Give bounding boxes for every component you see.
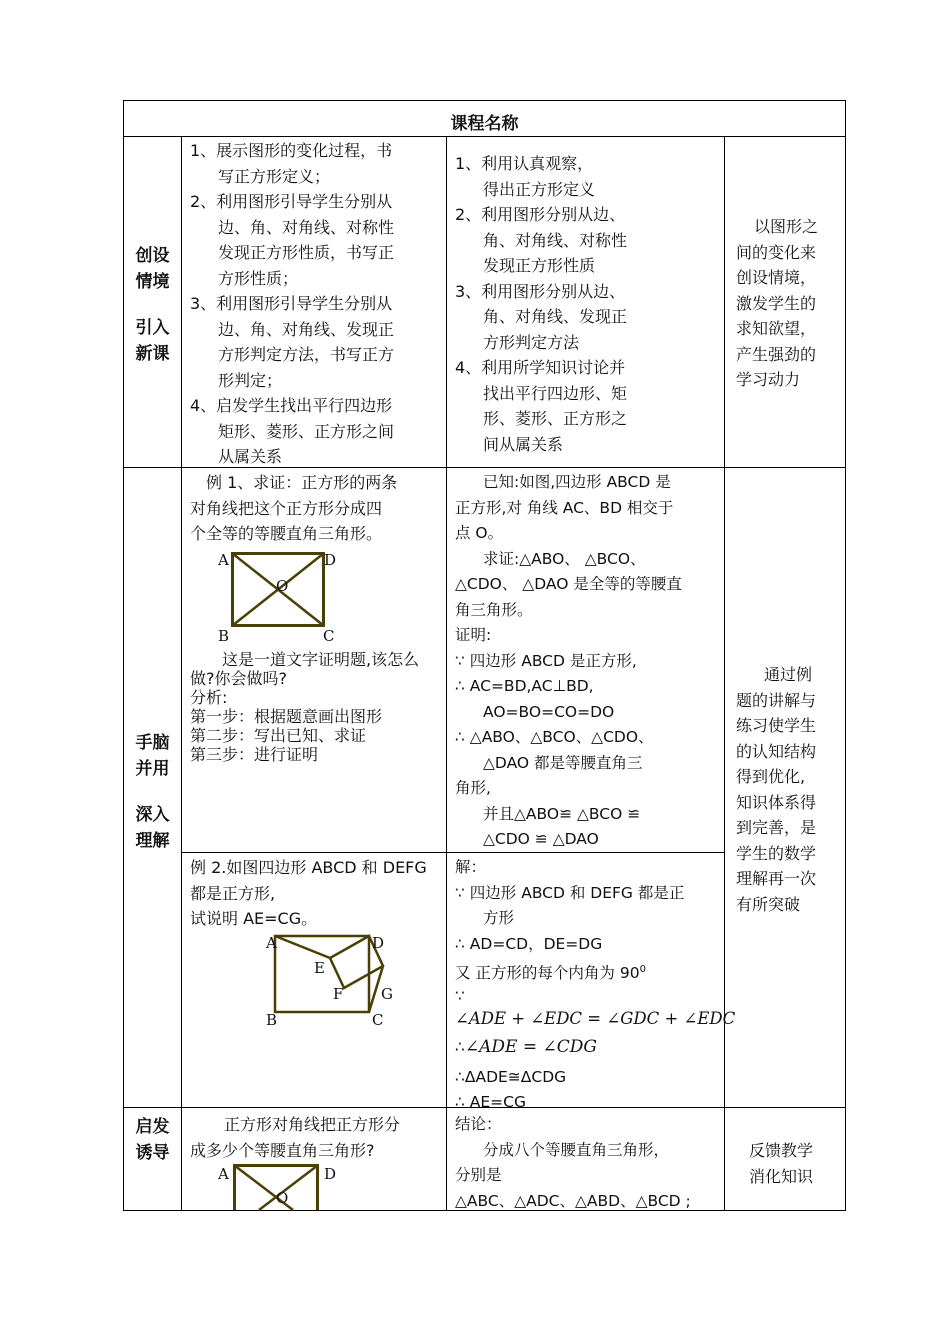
text-line: 学生的数学 — [736, 843, 817, 863]
text-line: 正方形,对 角线 AC、BD 相交于 — [455, 498, 674, 517]
grid-line — [446, 136, 447, 1211]
stage-line: 手脑 — [135, 733, 170, 753]
vertex-label-b: B — [218, 627, 230, 645]
text-line: 分别是 — [455, 1166, 502, 1184]
text-line: 方形 — [483, 909, 515, 927]
text-line: 理解再一次 — [736, 869, 817, 888]
grid-line — [181, 136, 182, 1211]
text-line: 发现正方形性质，书写正 — [218, 243, 395, 262]
text-line — [455, 1033, 735, 1061]
text-line: 个全等的等腰直角三角形。 — [190, 524, 383, 543]
text-line: 边、角、对角线、对称性 — [218, 217, 395, 237]
text-line: 第一步：根据题意画出图形 — [190, 707, 383, 726]
text-line: ∴ AE=CG — [455, 1093, 527, 1112]
vertex-label-c: C — [372, 1011, 384, 1029]
text-line: 间从属关系 — [483, 434, 564, 454]
stage-label-guide — [124, 1114, 181, 1166]
vertex-label-c: C — [323, 627, 335, 645]
text-line: 做?你会做吗? — [190, 669, 287, 688]
stage-line: 并用 — [135, 759, 170, 779]
text-line: 得出正方形定义 — [483, 179, 596, 199]
text-line: 3、利用图形分别从边、 — [455, 281, 626, 301]
text-line: 有所突破 — [736, 894, 801, 914]
angle-equation: ∠ADE = ∠CDG — [464, 1036, 597, 1057]
example2-statement — [190, 855, 427, 932]
text-line: 都是正方形, — [190, 883, 276, 903]
text-line: 已知:如图,四边形 ABCD 是 — [483, 473, 671, 491]
text-line: 形判定； — [218, 370, 283, 390]
text-line: 从属关系 — [218, 447, 283, 466]
text-line: 4、利用所学知识讨论并 — [455, 358, 626, 377]
text-line: 求知欲望， — [736, 319, 817, 338]
text-line: 方形判定方法，书写正方 — [218, 345, 395, 364]
text-line: 证明: — [455, 626, 492, 644]
text-line: 间的变化来 — [736, 242, 817, 262]
vertex-label-a: A — [218, 551, 229, 569]
text-line: 创设情境， — [736, 268, 817, 287]
vertex-label-b: B — [266, 1011, 278, 1029]
text-line: 找出平行四边形、矩 — [483, 383, 628, 403]
degree-superscript: 0 — [639, 964, 646, 975]
vertex-label-e: E — [314, 959, 325, 977]
text-line: 到完善，是 — [736, 818, 817, 837]
text-line: 第二步：写出已知、求证 — [190, 726, 367, 745]
stage-line: 深入 — [135, 805, 170, 825]
vertex-label-d: D — [324, 551, 337, 569]
text-line: △DAO 都是等腰直角三 — [483, 753, 643, 772]
text-line: 正方形对角线把正方形分 — [224, 1115, 401, 1134]
text-line: ∵ 四边形 ABCD 是正方形, — [455, 651, 637, 670]
stage-line — [124, 782, 181, 802]
grid-line — [845, 100, 846, 1211]
text-line: 第三步：进行证明 — [190, 745, 319, 764]
row2-design-intent — [736, 662, 816, 917]
row1-teacher-activity — [190, 138, 394, 470]
row3-answer — [455, 1112, 691, 1214]
stage-line: 启发 — [135, 1117, 170, 1137]
text-line: 2、利用图形分别从边、 — [455, 205, 626, 224]
example1-proof — [455, 470, 682, 853]
text-line: 解： — [455, 858, 487, 876]
stage-line: 创设 — [135, 246, 170, 266]
segment-ae — [275, 936, 330, 958]
vertex-label-a: A — [266, 934, 277, 952]
text-line: 例 1、求证：正方形的两条 — [206, 473, 398, 492]
grid-line — [123, 136, 846, 137]
stage-line — [124, 295, 181, 315]
text-line: △CDO ≌ △DAO — [483, 830, 599, 848]
text-line: 题的讲解与 — [736, 690, 817, 710]
angle-equation: ∠ADE + ∠EDC = ∠GDC + ∠EDC — [455, 1008, 736, 1028]
text-line: 分成八个等腰直角三角形， — [483, 1140, 670, 1159]
vertex-label-o: O — [276, 577, 289, 595]
text-line: 知识体系得 — [736, 792, 817, 812]
text-line: △ABC、△ADC、△ABD、△BCD ; — [455, 1191, 691, 1210]
text-line: 角、对角线、对称性 — [483, 230, 628, 250]
text-line: 通过例 — [764, 665, 813, 684]
text-line: ∴ΔADE≅ΔCDG — [455, 1067, 567, 1086]
text-line: ∴ △ABO、△BCO、△CDO、 — [455, 728, 654, 746]
vertex-label-a: A — [218, 1165, 229, 1183]
text-line: 角形, — [455, 779, 491, 797]
therefore-symbol: ∴ — [455, 1037, 465, 1056]
text-line: 消化知识 — [749, 1166, 814, 1186]
text-line: 学习动力 — [736, 370, 801, 389]
example1-statement — [190, 470, 397, 547]
example1-analysis — [190, 650, 419, 764]
table-title: 课程名称 — [450, 114, 519, 134]
vertex-label-f: F — [333, 985, 344, 1003]
text-line: 4、启发学生找出平行四边形 — [190, 396, 393, 415]
vertex-label-d: D — [324, 1165, 337, 1183]
text-line: 结论： — [455, 1115, 502, 1133]
text-line: 以图形之 — [754, 217, 819, 236]
text-line: 角、对角线、发现正 — [483, 307, 628, 326]
text-line: 3、利用图形引导学生分别从 — [190, 294, 393, 313]
text-line: 例 2.如图四边形 ABCD 和 DEFG — [190, 858, 427, 877]
text-line: ∴ AD=CD，DE=DG — [455, 934, 603, 953]
text-line: 反馈教学 — [749, 1141, 814, 1160]
text-line: 激发学生的 — [736, 293, 817, 313]
text-line: 形、菱形、正方形之 — [483, 409, 628, 428]
text-line: 方形判定方法 — [483, 332, 580, 352]
stage-label-intro — [124, 243, 181, 367]
text-line: 2、利用图形引导学生分别从 — [190, 192, 393, 211]
text-line: △CDO、 △DAO 是全等的等腰直 — [455, 575, 682, 593]
text-line: ∵ — [455, 986, 465, 1005]
text-fragment: 又 正方形的每个内角为 90 — [455, 964, 640, 983]
vertex-label-o: O — [276, 1189, 289, 1207]
text-line: 方形性质； — [218, 268, 299, 288]
text-line: 求证:△ABO、 △BCO、 — [483, 549, 646, 568]
row3-design-intent — [749, 1138, 813, 1189]
text-line: 矩形、菱形、正方形之间 — [218, 421, 395, 441]
text-line: 并且△ABO≌ △BCO ≌ — [483, 804, 641, 823]
stage-line: 情境 — [135, 272, 170, 292]
text-line: 这是一道文字证明题,该怎么 — [222, 650, 420, 669]
text-line: 写正方形定义； — [218, 166, 331, 186]
grid-line — [123, 100, 846, 101]
text-line — [455, 957, 735, 987]
text-line: ∴ AC=BD,AC⊥BD, — [455, 677, 594, 695]
text-line: 产生强劲的 — [736, 344, 817, 364]
text-line: 成多少个等腰直角三角形? — [190, 1140, 375, 1160]
text-line: 得到优化, — [736, 767, 806, 786]
text-line: AO=BO=CO=DO — [483, 702, 615, 721]
text-line: 角三角形。 — [455, 600, 533, 619]
text-line: 分析: — [190, 688, 228, 707]
text-line: 对角线把这个正方形分成四 — [190, 498, 383, 518]
example2-solution — [455, 855, 735, 1116]
text-line: 1、利用认真观察， — [455, 154, 594, 173]
stage-line: 理解 — [135, 831, 170, 851]
vertex-label-g: G — [381, 985, 393, 1003]
row1-student-activity — [455, 151, 627, 457]
text-line: 的认知结构 — [736, 741, 817, 761]
stage-line: 引入 — [135, 318, 170, 338]
vertex-label-d: D — [372, 934, 385, 952]
text-line: 边、角、对角线、发现正 — [218, 319, 395, 339]
text-line: 1、展示图形的变化过程，书 — [190, 141, 393, 160]
text-line: 点 O。 — [455, 524, 504, 542]
text-line: 练习使学生 — [736, 716, 817, 735]
text-line: ∵ 四边形 ABCD 和 DEFG 都是正 — [455, 883, 685, 902]
row3-question — [190, 1112, 400, 1163]
text-line: 试说明 AE=CG。 — [190, 909, 318, 928]
row1-design-intent — [736, 214, 818, 393]
stage-label-deepen — [124, 730, 181, 854]
stage-line: 诱导 — [135, 1143, 170, 1163]
stage-line: 新课 — [135, 344, 170, 364]
text-line: 发现正方形性质 — [483, 256, 596, 275]
